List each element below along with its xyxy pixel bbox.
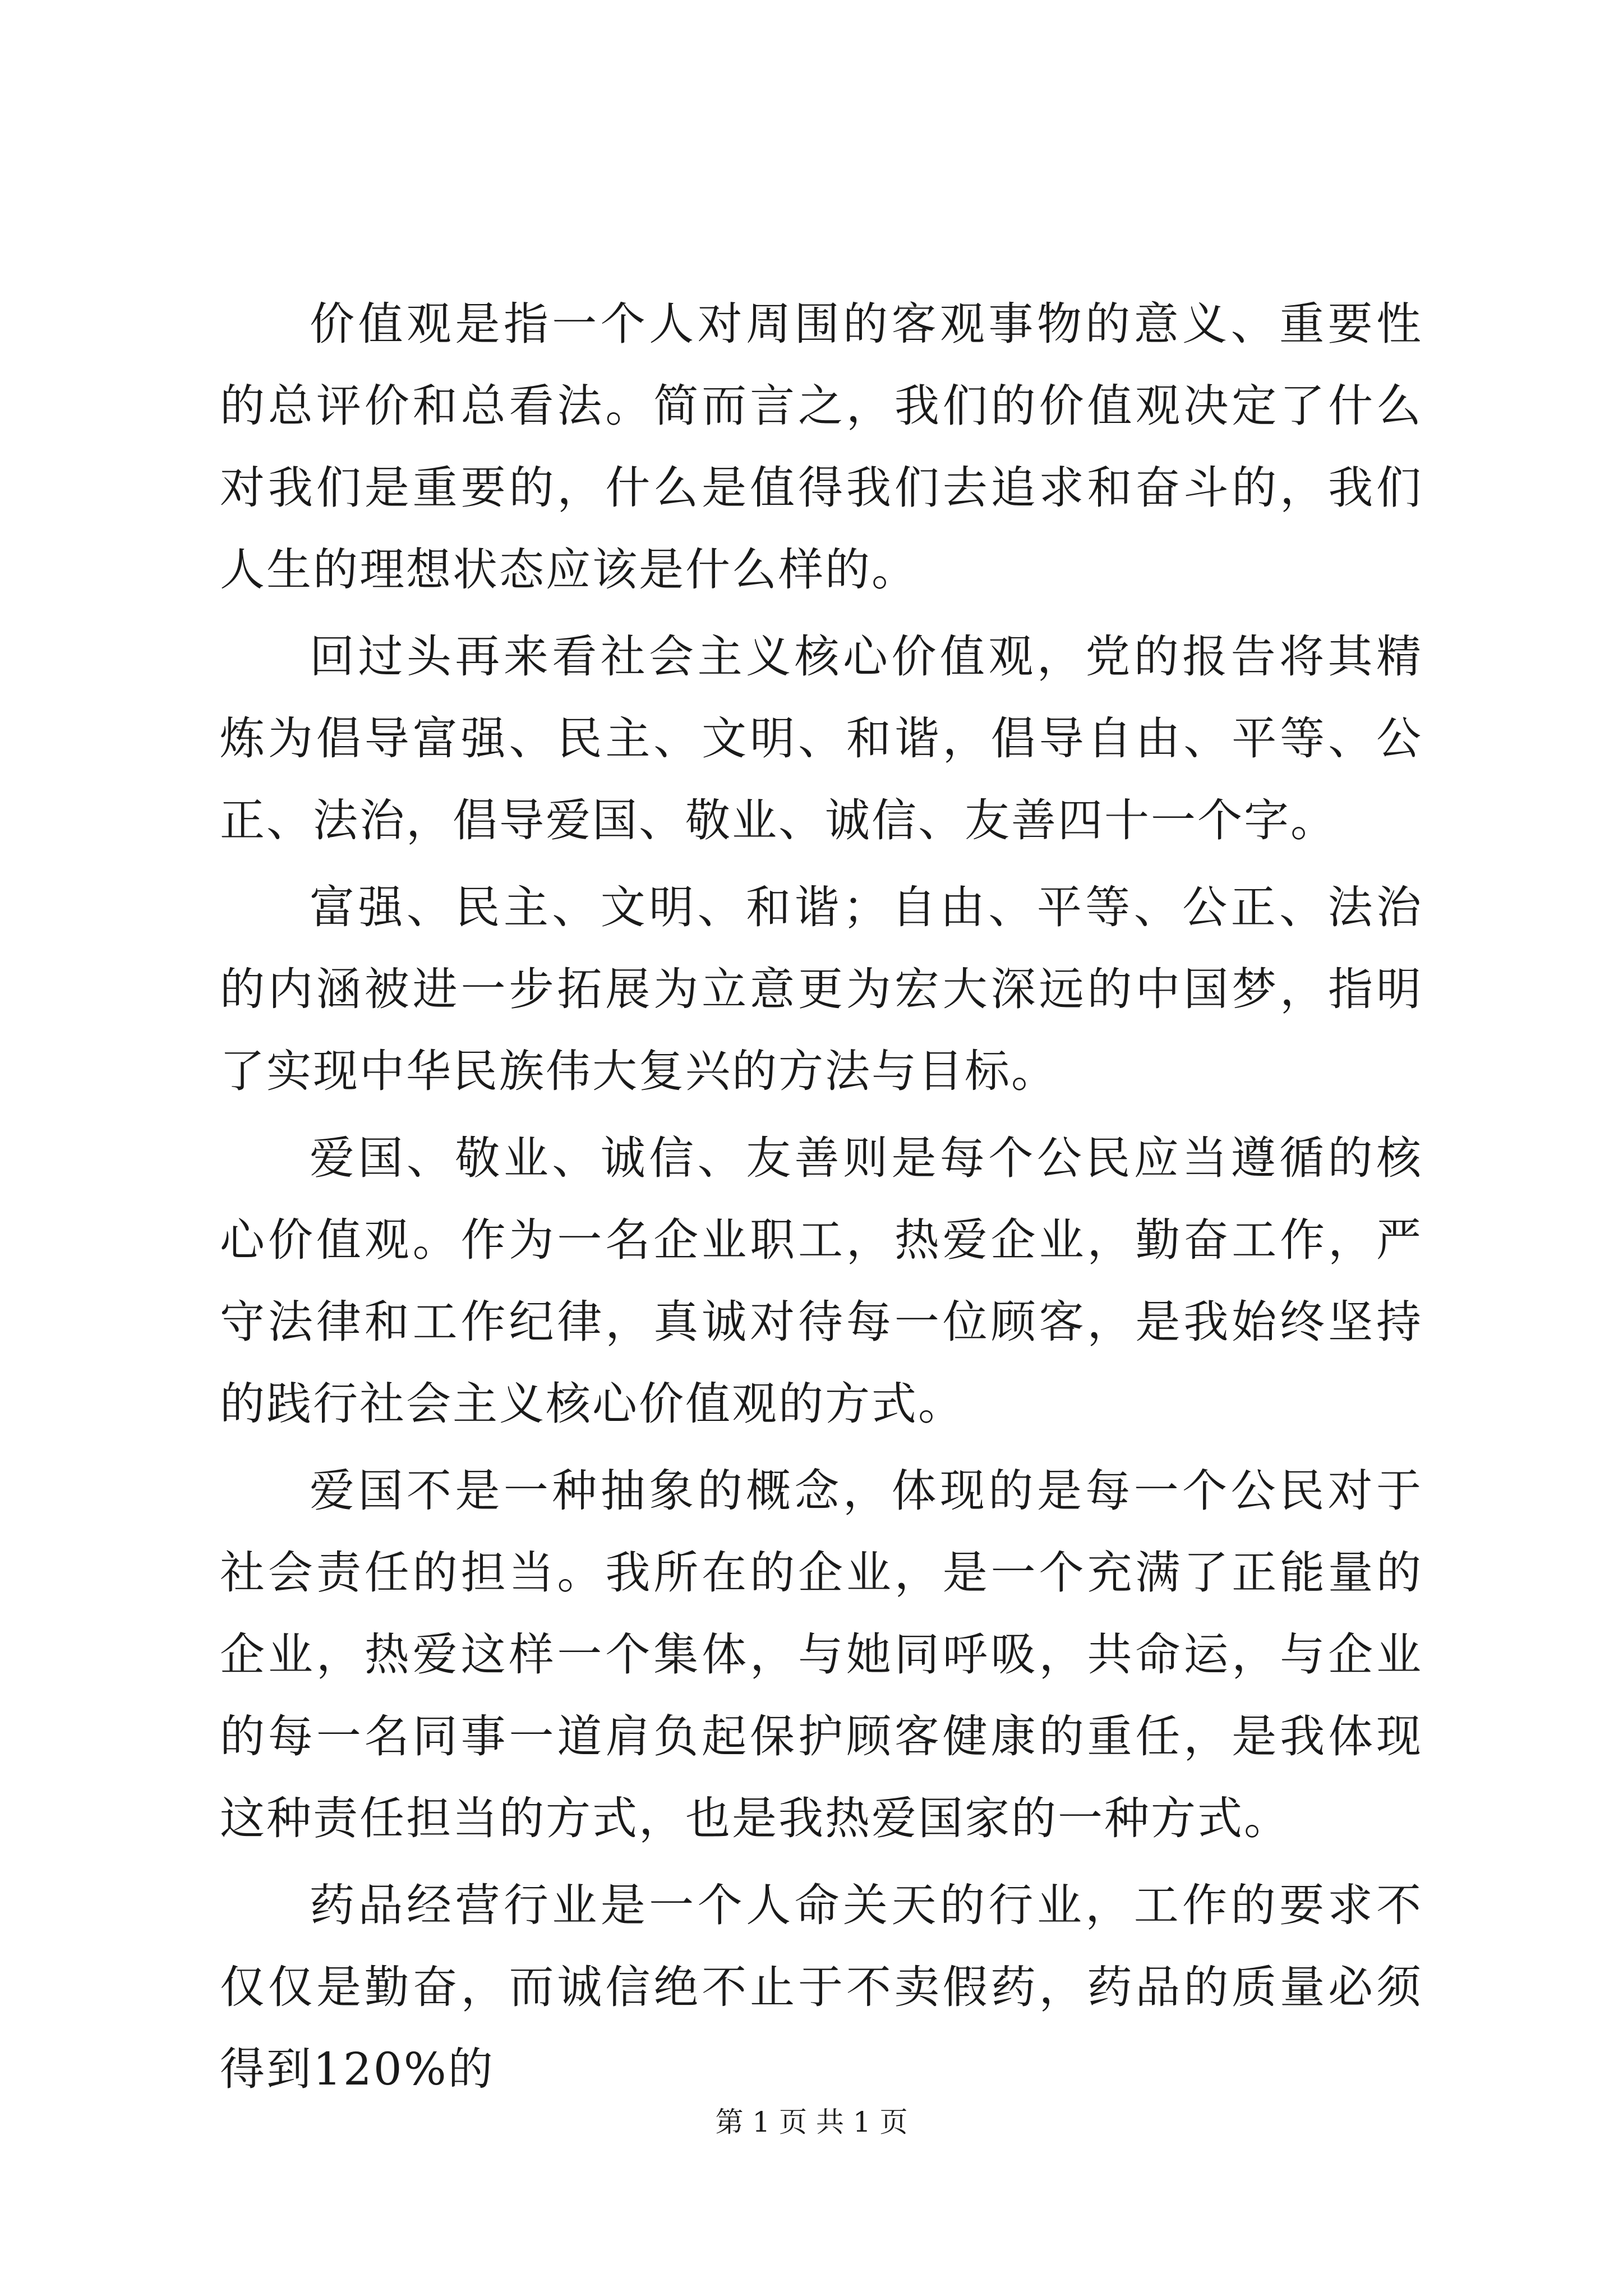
paragraph-1: 价值观是指一个人对周围的客观事物的意义、重要性的总评价和总看法。简而言之，我们的价值观决定了什么对我们是重要的，什么是值得我们去追求和奋斗的，我们人生的理想状态应该是什么样的。 <box>220 298 1423 596</box>
paragraph-5: 爱国不是一种抽象的概念，体现的是每一个公民对于社会责任的担当。我所在的企业，是一个充满了正能量的企业，热爱这样一个集体，与她同呼吸，共命运，与企业的每一名同事一道肩负起保护顾客健康的重任，是我体现这种责任担当的方式，也是我热爱国家的一种方式。 <box>220 1465 1423 1844</box>
document-body <box>220 283 1423 2115</box>
paragraph-2: 回过头再来看社会主义核心价值观，党的报告将其精炼为倡导富强、民主、文明、和谐，倡导自由、平等、公正、法治，倡导爱国、敬业、诚信、友善四十一个字。 <box>220 631 1423 846</box>
paragraph-4: 爱国、敬业、诚信、友善则是每个公民应当遵循的核心价值观。作为一名企业职工，热爱企业，勤奋工作，严守法律和工作纪律，真诚对待每一位顾客，是我始终坚持的践行社会主义核心价值观的方式。 <box>220 1132 1423 1430</box>
paragraph-3: 富强、民主、文明、和谐；自由、平等、公正、法治的内涵被进一步拓展为立意更为宏大深远的中国梦，指明了实现中华民族伟大复兴的方法与目标。 <box>220 881 1423 1097</box>
paragraph-6: 药品经营行业是一个人命关天的行业，工作的要求不仅仅是勤奋，而诚信绝不止于不卖假药，药品的质量必须得到120%的 <box>220 1879 1423 2095</box>
page-footer: 第 1 页 共 1 页 <box>715 2106 908 2138</box>
